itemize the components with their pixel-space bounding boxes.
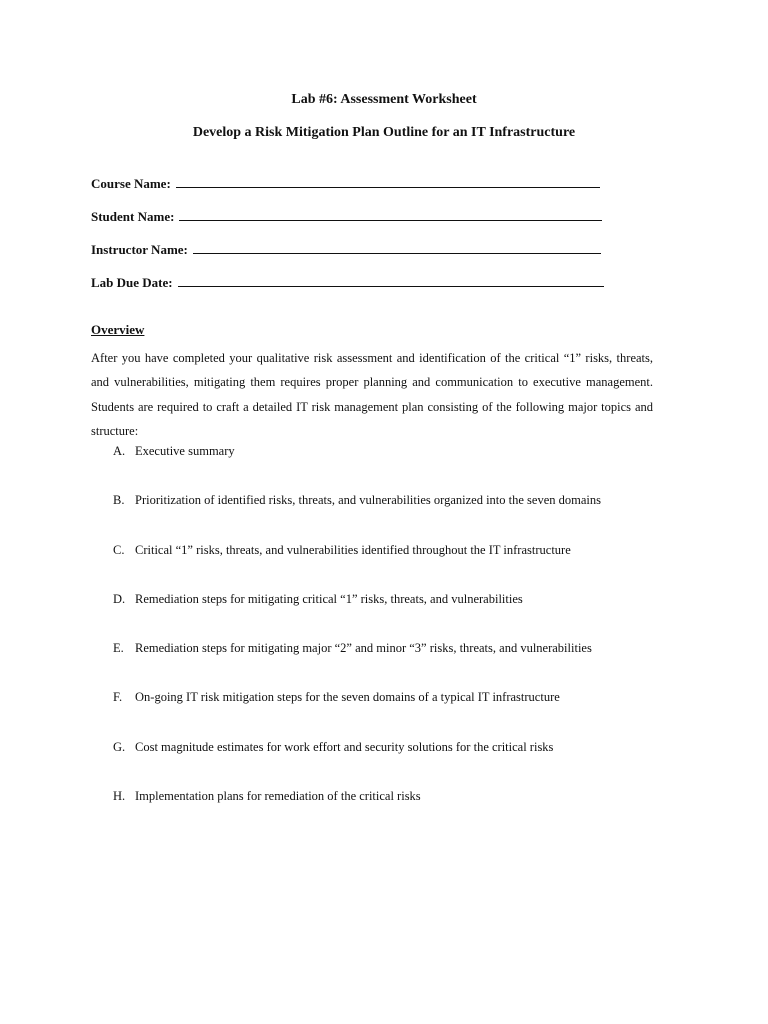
- topic-text: On-going IT risk mitigation steps for the seven domains of a typical IT infrastructure: [135, 690, 560, 705]
- instructor-name-line[interactable]: [193, 240, 601, 254]
- student-name-line[interactable]: [179, 207, 602, 221]
- topic-item-h: [113, 789, 673, 838]
- topic-text: Cost magnitude estimates for work effort and security solutions for the critical risks: [135, 739, 554, 754]
- overview-heading: Overview: [91, 322, 145, 337]
- lab-due-date-field: [91, 273, 604, 291]
- topic-list: [113, 444, 673, 838]
- student-name-field: [91, 207, 602, 225]
- lab-due-date-label: Lab Due Date:: [91, 275, 173, 290]
- topic-text: Executive summary: [135, 444, 235, 458]
- instructor-name-label: Instructor Name:: [91, 242, 188, 257]
- course-name-label: Course Name:: [91, 176, 171, 191]
- topic-letter: G.: [113, 739, 126, 754]
- topic-item-a: [113, 444, 673, 493]
- lab-due-date-line[interactable]: [178, 273, 604, 287]
- topic-item-c: [113, 543, 673, 592]
- topic-letter: H.: [113, 789, 126, 804]
- topic-text: Prioritization of identified risks, threats, and vulnerabilities organized into the seven domains: [135, 493, 601, 508]
- instructor-name-field: [91, 240, 601, 258]
- topic-item-f: [113, 690, 673, 739]
- topic-text: Critical “1” risks, threats, and vulnerabilities identified throughout the IT infrastructure: [135, 542, 571, 557]
- topic-item-g: [113, 740, 673, 789]
- topic-text: Implementation plans for remediation of the critical risks: [135, 789, 421, 804]
- course-name-line[interactable]: [176, 174, 600, 188]
- topic-text: Remediation steps for mitigating major “2” and minor “3” risks, threats, and vulnerabilities: [135, 641, 592, 656]
- topic-letter: B.: [113, 493, 125, 508]
- topic-letter: E.: [113, 641, 124, 656]
- worksheet-subtitle: Develop a Risk Mitigation Plan Outline for an IT Infrastructure: [192, 125, 576, 140]
- topic-letter: F.: [113, 690, 123, 705]
- topic-letter: A.: [113, 444, 126, 458]
- worksheet-title: Lab #6: Assessment Worksheet: [291, 92, 477, 107]
- topic-letter: C.: [113, 542, 125, 557]
- topic-item-b: [113, 493, 673, 542]
- topic-item-d: [113, 592, 673, 641]
- topic-item-e: [113, 641, 673, 690]
- topic-text: Remediation steps for mitigating critical “1” risks, threats, and vulnerabilities: [135, 591, 523, 606]
- course-name-field: [91, 174, 600, 192]
- student-name-label: Student Name:: [91, 209, 175, 224]
- overview-paragraph: After you have completed your qualitative risk assessment and identification of the critical “1” risks, threats, and vulnerabilities, mitigating them requires proper planning and communication to executive management. Students are required to craft a detailed IT risk management plan consisting of the following major topics and structure:: [91, 351, 653, 438]
- topic-letter: D.: [113, 591, 126, 606]
